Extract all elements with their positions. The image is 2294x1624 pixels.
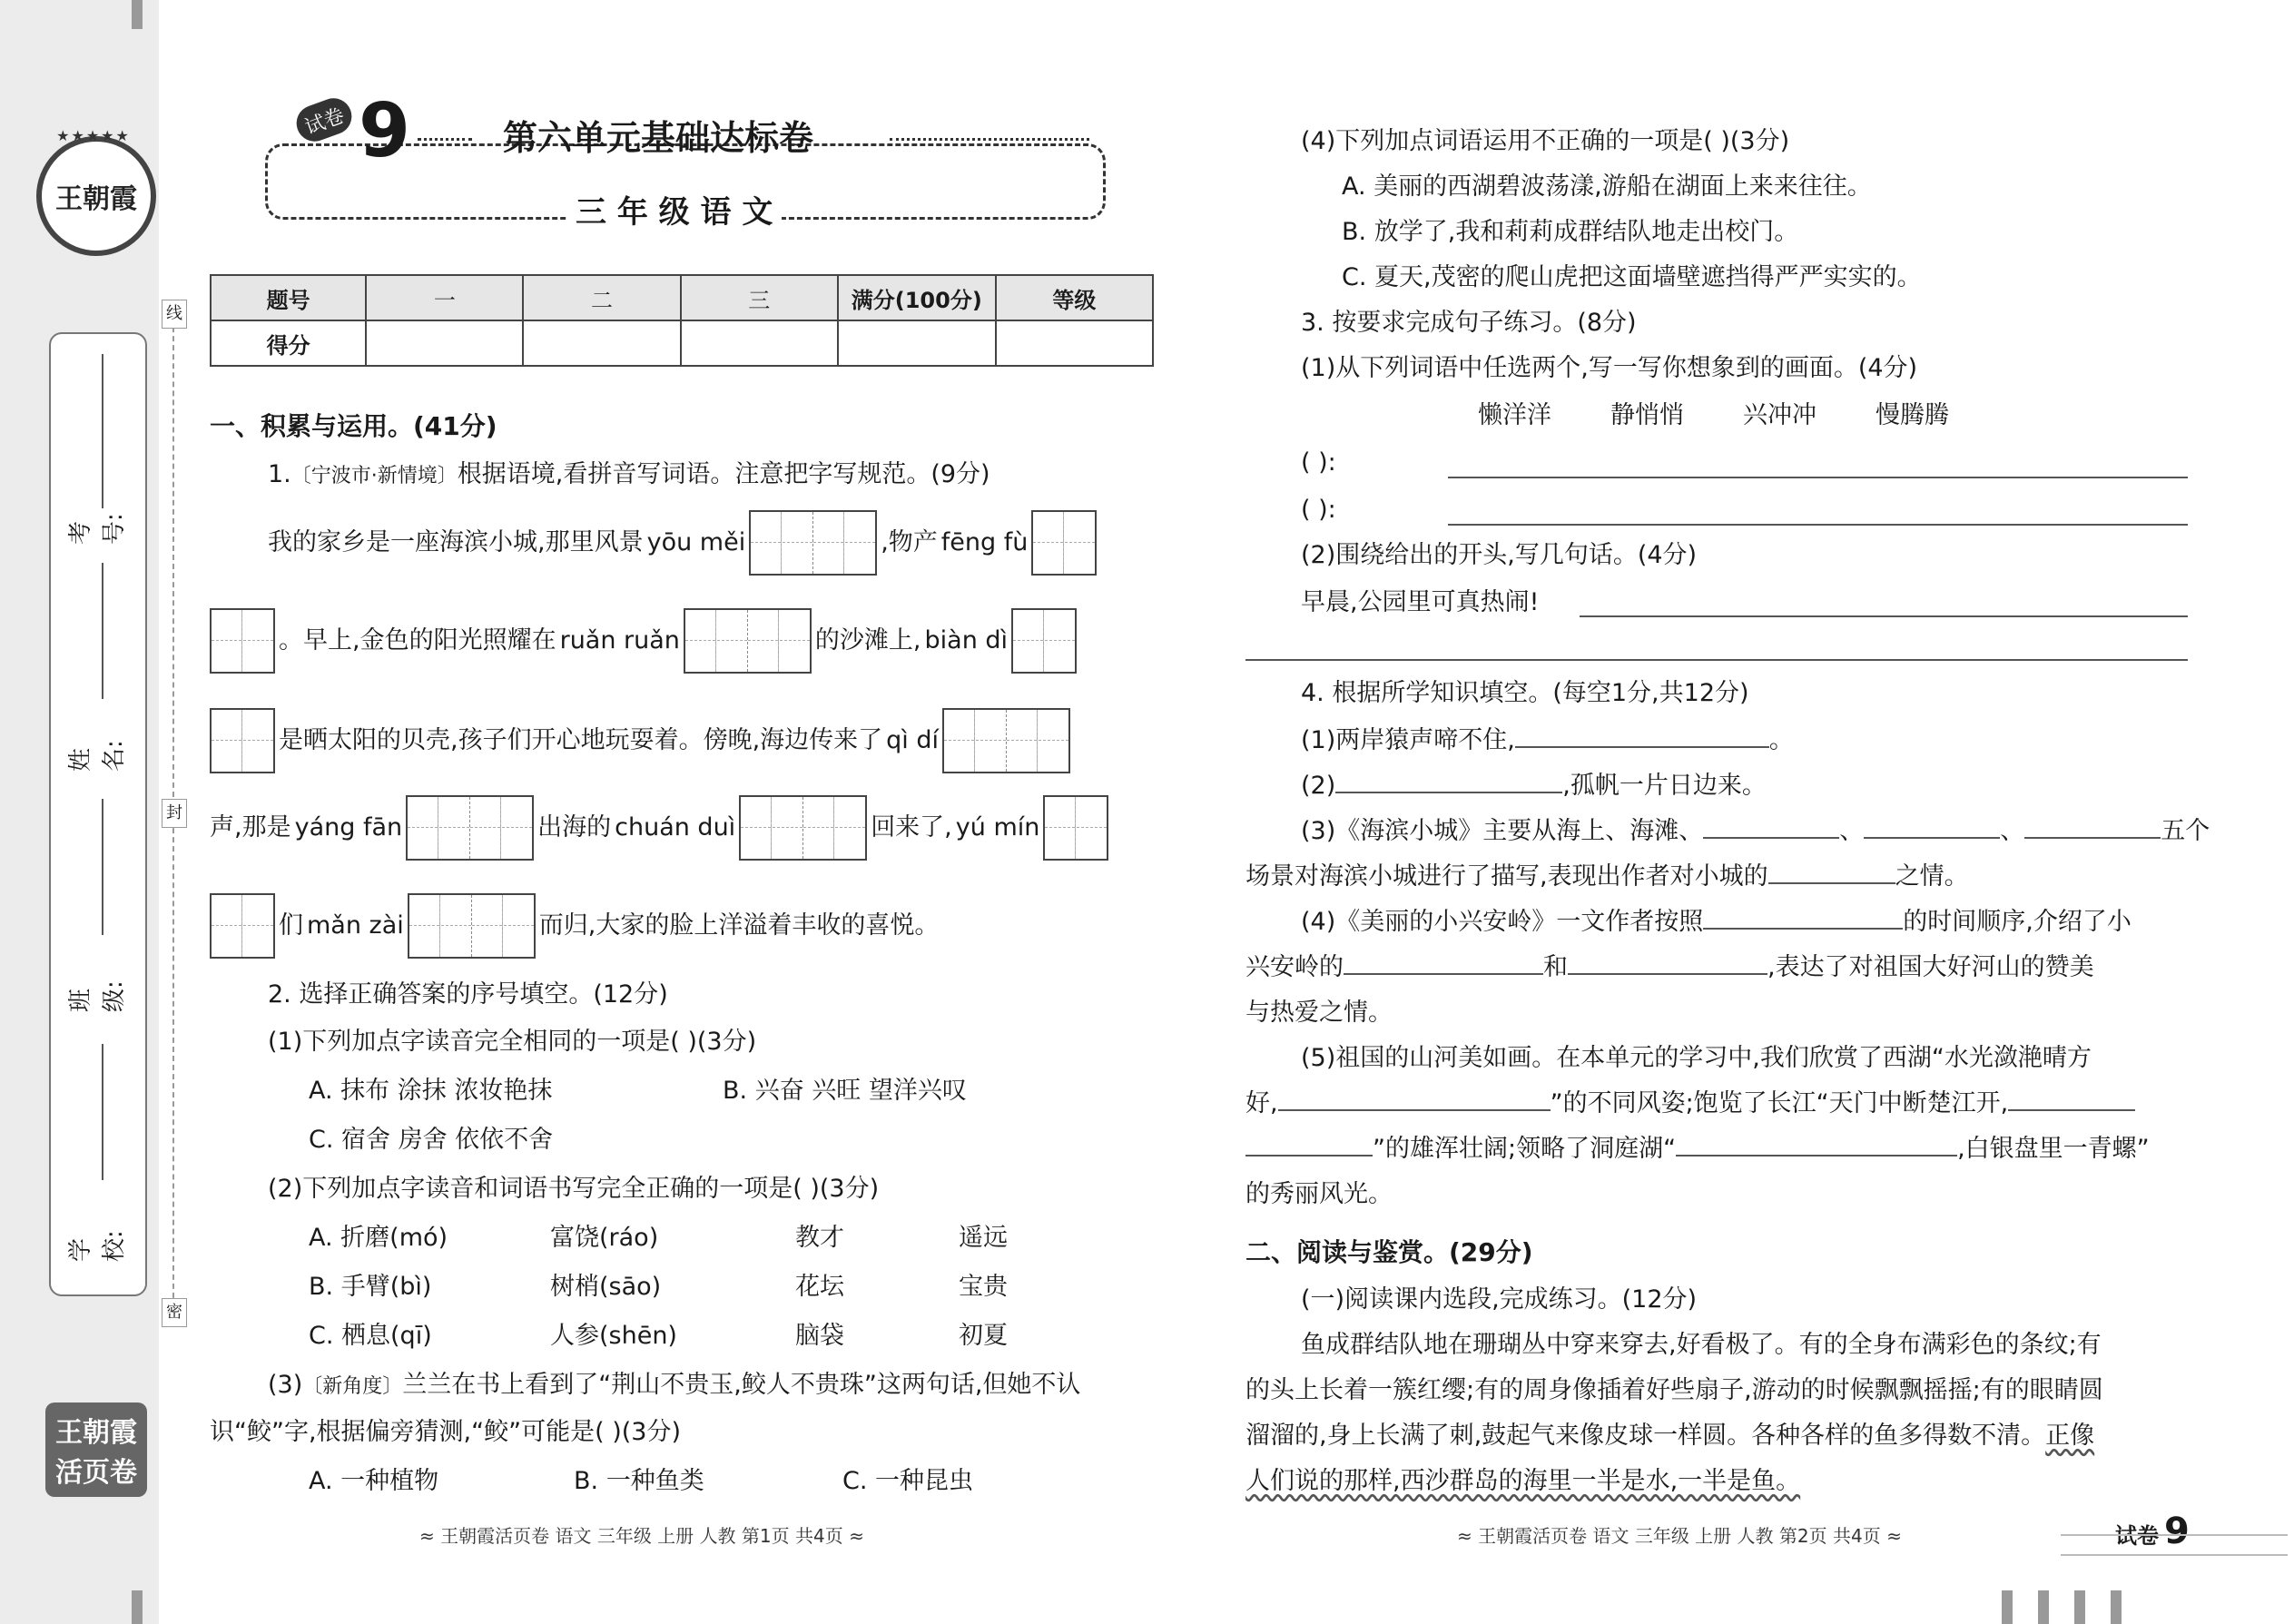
score-cell[interactable]: [996, 320, 1153, 366]
corner-number: 9: [2164, 1511, 2190, 1552]
q4-4: [1301, 906, 2132, 939]
star-row: ★★★★★: [56, 127, 131, 144]
field-exam-no: [23, 508, 168, 545]
q2-2-item: 脑袋: [795, 1322, 844, 1350]
header-title: 第六单元基础达标卷: [503, 118, 814, 158]
q1-text: 我的家乡是一座海滨小城,那里风景: [268, 528, 644, 556]
q2-2: (2)下列加点字读音和词语书写完全正确的一项是( )(3分): [268, 1175, 880, 1203]
q4-3-text: 场景对海滨小城进行了描写,表现出作者对小城的: [1245, 862, 1768, 891]
q4-4-text: ,表达了对祖国大好河山的赞美: [1767, 953, 2094, 981]
q2-4-option-b: B. 放学了,我和莉莉成群结队地走出校门。: [1342, 218, 1799, 246]
q4-5-text: ”的不同风姿;饱览了长江“天门中断楚江开,: [1550, 1089, 2009, 1117]
passage-wavy: 正像: [2045, 1422, 2095, 1450]
q2-1-option-a: A. 抹布 涂抹 浓妆艳抹: [309, 1077, 553, 1105]
q1-text: 回来了,: [871, 813, 952, 842]
logo-seal: [36, 136, 156, 256]
blank[interactable]: [2008, 1088, 2135, 1111]
passage-line-wavy: 人们说的那样,西沙群岛的海里一半是水,一半是鱼。: [1245, 1467, 1801, 1495]
q2-2-item: 人参(shēn): [550, 1322, 677, 1350]
q4-3-line2: [1245, 861, 1969, 893]
pinyin: yáng fān: [294, 813, 403, 842]
q1-num: 1.: [268, 460, 291, 488]
q2-3-num: (3): [268, 1371, 303, 1399]
header-number: 9: [359, 88, 411, 174]
q1-line3: [210, 708, 1070, 773]
answer-line[interactable]: [1448, 477, 2188, 478]
section1-heading: 一、积累与运用。(41分): [210, 411, 497, 441]
pinyin: biàn dì: [924, 626, 1009, 655]
q3-word: 兴冲冲: [1743, 401, 1816, 429]
answer-boxes[interactable]: [684, 608, 812, 674]
q2-2-item: B. 手臂(bì): [309, 1273, 432, 1301]
q2-3-line2: 识“鲛”字,根据偏旁猜测,“鲛”可能是( )(3分): [210, 1418, 682, 1446]
top-bar: [132, 0, 143, 29]
q1-text: ,物产: [881, 528, 938, 556]
answer-boxes[interactable]: [739, 795, 867, 861]
q2-4-option-a: A. 美丽的西湖碧波荡漾,游船在湖面上来来往往。: [1342, 172, 1872, 201]
blank[interactable]: [1768, 861, 1895, 884]
q4-4-text: 兴安岭的: [1245, 953, 1344, 981]
q1-text: 出海的: [537, 813, 612, 842]
q4-5-text: ,白银盘里一青螺”: [1957, 1135, 2150, 1163]
score-row-label: 得分: [211, 320, 366, 366]
q4-3-text: 之情。: [1895, 862, 1969, 891]
q2-2-item: 宝贵: [959, 1273, 1008, 1301]
q2-2-item: 初夏: [959, 1322, 1008, 1350]
q4-5-text: 好,: [1245, 1089, 1278, 1117]
q4-4-text: (4)《美丽的小兴安岭》一文作者按照: [1301, 908, 1704, 936]
answer-boxes[interactable]: [408, 893, 536, 959]
q4-4-text: 和: [1543, 953, 1568, 981]
blank[interactable]: [1676, 1133, 1957, 1156]
header-rule-left: [418, 138, 472, 141]
q2-3-tag: 〔新角度〕: [302, 1375, 403, 1398]
score-header-row: [211, 275, 1153, 320]
answer-boxes[interactable]: [406, 795, 534, 861]
q4-5: (5)祖国的山河美如画。在本单元的学习中,我们欣赏了西湖“水光潋滟晴方: [1301, 1044, 2092, 1072]
q3-answer-label: ( ):: [1301, 448, 1336, 477]
q1-text: 。早上,金色的阳光照耀在: [279, 626, 556, 655]
q1-line4: [210, 795, 1108, 861]
score-table: [210, 274, 1154, 367]
score-cell[interactable]: [366, 320, 523, 366]
edge-mark: [2002, 1590, 2013, 1624]
q3-1: (1)从下列词语中任选两个,写一写你想象到的画面。(4分): [1301, 354, 1918, 382]
score-header: 题号: [211, 275, 366, 320]
q2-3-text: 兰兰在书上看到了“荆山不贵玉,鲛人不贵珠”这两句话,但她不认: [402, 1371, 1081, 1399]
blank[interactable]: [1245, 1133, 1373, 1156]
field-line: [102, 1044, 105, 1180]
score-cell[interactable]: [523, 320, 680, 366]
q2-4: (4)下列加点词语运用不正确的一项是( )(3分): [1301, 127, 1790, 155]
field-line: [102, 354, 105, 508]
blank[interactable]: [1278, 1088, 1551, 1111]
answer-boxes[interactable]: [210, 608, 275, 674]
score-header: 三: [681, 275, 838, 320]
binding-label: 密: [162, 1298, 187, 1327]
field-label: 学校:: [67, 1230, 128, 1262]
field-label: 班级:: [67, 980, 128, 1012]
q4-5-line2: [1245, 1088, 2135, 1120]
passage-text: 溜溜的,身上长满了刺,鼓起气来像皮球一样圆。各种各样的鱼多得数不清。: [1245, 1422, 2046, 1450]
logo-text: 王朝霞: [55, 183, 137, 215]
q4-2: [1301, 770, 1767, 802]
blank[interactable]: [2024, 815, 2161, 839]
q4-5-text: ”的雄浑壮阔;领略了洞庭湖“: [1373, 1135, 1677, 1163]
pinyin: mǎn zài: [307, 911, 404, 940]
q4-4-line2: [1245, 951, 2094, 984]
reading-1-heading: (一)阅读课内选段,完成练习。(12分): [1301, 1285, 1698, 1314]
pinyin: chuán duì: [615, 813, 736, 842]
q1-text: 声,那是: [210, 813, 291, 842]
answer-boxes[interactable]: [210, 708, 275, 773]
q3-word: 慢腾腾: [1876, 401, 1949, 429]
blank[interactable]: [1864, 815, 2000, 839]
q4-2-text: ,孤帆一片日边来。: [1562, 772, 1767, 800]
q2-2-item: 树梢(sāo): [550, 1273, 662, 1301]
right-footer: ≈ 王朝霞活页卷 语文 三年级 上册 人教 第2页 共4页 ≈: [1457, 1525, 1902, 1547]
blank[interactable]: [1515, 724, 1769, 748]
field-class: [23, 976, 168, 1012]
score-header: 二: [523, 275, 680, 320]
q3-2-start: 早晨,公园里可真热闹!: [1301, 588, 1540, 616]
q2-1-option-c: C. 宿舍 房舍 依依不舍: [309, 1126, 554, 1154]
q2-2-item: A. 折磨(mó): [309, 1224, 448, 1252]
pinyin: ruǎn ruǎn: [559, 626, 680, 655]
q2-1-option-b: B. 兴奋 兴旺 望洋兴叹: [723, 1077, 967, 1105]
bottom-bar: [132, 1590, 143, 1624]
binding-label: 封: [162, 799, 187, 828]
corner-label: 试卷: [2115, 1523, 2159, 1549]
q4-3-text: 五个: [2161, 817, 2210, 845]
blank[interactable]: [1703, 815, 1839, 839]
score-header: 一: [366, 275, 523, 320]
q2-4-option-c: C. 夏天,茂密的爬山虎把这面墙壁遮挡得严严实实的。: [1342, 263, 1922, 291]
field-name: [23, 735, 168, 772]
q1-heading: [268, 458, 990, 493]
q4-3: (3)《海滨小城》主要从海上、海滩、 、 、 五个: [1301, 817, 2210, 845]
q4-2-num: (2): [1301, 772, 1336, 800]
score-cell[interactable]: [838, 320, 996, 366]
q2-2-item: 教才: [795, 1224, 844, 1252]
field-line: [102, 563, 105, 699]
q2-heading: 2. 选择正确答案的序号填空。(12分): [268, 980, 668, 1009]
answer-line[interactable]: [1580, 615, 2188, 617]
q1-line1: [268, 510, 1097, 576]
header-subtitle: 三 年 级 语 文: [566, 192, 782, 232]
q1-text: 们: [279, 911, 303, 940]
answer-boxes[interactable]: [1043, 795, 1108, 861]
q4-4-line3: 与热爱之情。: [1245, 999, 1393, 1027]
corner-waves: [2061, 1534, 2288, 1556]
q3-2: (2)围绕给出的开头,写几句话。(4分): [1301, 541, 1698, 569]
score-header: 满分(100分): [838, 275, 996, 320]
pinyin: yú mín: [955, 813, 1040, 842]
passage-line: 鱼成群结队地在珊瑚丛中穿来穿去,好看极了。有的全身布满彩色的条纹;有: [1301, 1331, 2102, 1359]
bottom-logo-line2: 活页卷: [55, 1457, 137, 1489]
q2-2-item: 遥远: [959, 1224, 1008, 1252]
q2-2-item: 富饶(ráo): [550, 1224, 659, 1252]
q1-text: 根据语境,看拼音写词语。注意把字写规范。(9分): [457, 460, 990, 488]
q3-answer-label: ( ):: [1301, 496, 1336, 524]
q1-line5: [210, 893, 939, 959]
field-school: [23, 1225, 168, 1262]
edge-mark: [2038, 1590, 2049, 1624]
q2-3-option-c: C. 一种昆虫: [842, 1467, 974, 1495]
field-label: 姓名:: [67, 740, 128, 772]
pinyin: yōu měi: [646, 528, 746, 556]
left-footer: ≈ 王朝霞活页卷 语文 三年级 上册 人教 第1页 共4页 ≈: [419, 1525, 864, 1547]
edge-mark: [2111, 1590, 2122, 1624]
binding-label: 线: [162, 300, 187, 329]
answer-boxes[interactable]: [1011, 608, 1077, 674]
q4-1-text: (1)两岸猿声啼不住,: [1301, 726, 1515, 754]
field-label: 考号:: [67, 513, 128, 545]
passage-line: [1245, 1420, 2094, 1452]
pinyin: qì dí: [886, 726, 940, 754]
pinyin: fēng fù: [940, 528, 1029, 556]
answer-boxes[interactable]: [942, 708, 1070, 773]
header-rule-right: [890, 138, 1089, 141]
q2-1: (1)下列加点字读音完全相同的一项是( )(3分): [268, 1028, 757, 1056]
q4-heading: 4. 根据所学知识填空。(每空1分,共12分): [1301, 679, 1749, 707]
q2-3-option-a: A. 一种植物: [309, 1467, 439, 1495]
q4-4-text: 的时间顺序,介绍了小: [1903, 908, 2132, 936]
blank[interactable]: [1703, 906, 1903, 930]
q1-text: 而归,大家的脸上洋溢着丰收的喜悦。: [538, 911, 940, 940]
bottom-logo-line1: 王朝霞: [55, 1417, 137, 1449]
q1-text: 是晒太阳的贝壳,孩子们开心地玩耍着。傍晚,海边传来了: [279, 726, 883, 754]
section2-heading: 二、阅读与鉴赏。(29分): [1245, 1237, 1533, 1267]
field-line: [102, 799, 105, 935]
q1-line2: [210, 608, 1077, 674]
q3-heading: 3. 按要求完成句子练习。(8分): [1301, 309, 1637, 337]
answer-boxes[interactable]: [749, 510, 877, 576]
q1-tag: 〔宁波市·新情境〕: [290, 465, 458, 487]
q4-1: (1)两岸猿声啼不住, 。: [1301, 726, 1794, 754]
answer-line[interactable]: [1448, 524, 2188, 526]
passage-line: 的头上长着一簇红缨;有的周身像插着好些扇子,游动的时候飘飘摇摇;有的眼睛圆: [1245, 1376, 2103, 1404]
q3-word: 静悄悄: [1610, 401, 1684, 429]
binding-panel: [49, 332, 147, 1296]
q2-3: [268, 1369, 1080, 1403]
q4-3-text: (3)《海滨小城》主要从海上、海滩、: [1301, 817, 1704, 845]
q2-3-option-b: B. 一种鱼类: [574, 1467, 704, 1495]
answer-line[interactable]: [1245, 659, 2188, 661]
score-cell[interactable]: [681, 320, 838, 366]
q2-2-item: 花坛: [795, 1273, 844, 1301]
blank[interactable]: [1335, 770, 1562, 793]
edge-mark: [2074, 1590, 2085, 1624]
score-header: 等级: [996, 275, 1153, 320]
q1-text: 的沙滩上,: [814, 626, 921, 655]
bottom-logo: [45, 1403, 147, 1497]
q4-5-line4: 的秀丽风光。: [1245, 1180, 1393, 1208]
blank[interactable]: [1568, 951, 1767, 975]
q4-5-line3: [1245, 1133, 2150, 1166]
blank[interactable]: [1344, 951, 1543, 975]
header-badge: 试卷: [291, 94, 357, 147]
score-row: [211, 320, 1153, 366]
q2-2-item: C. 栖息(qī): [309, 1322, 432, 1350]
answer-boxes[interactable]: [1031, 510, 1097, 576]
q3-word: 懒洋洋: [1478, 401, 1551, 429]
answer-boxes[interactable]: [210, 893, 275, 959]
